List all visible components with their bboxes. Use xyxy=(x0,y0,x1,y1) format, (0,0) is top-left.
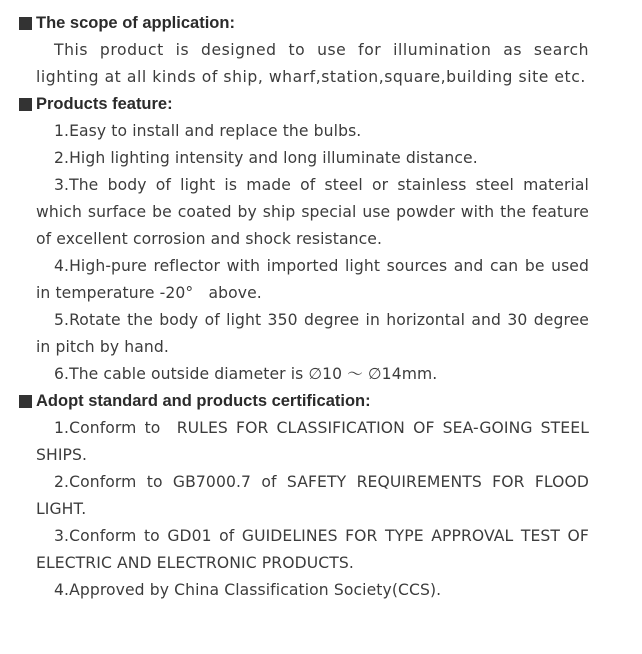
section-heading-standards xyxy=(0,388,642,415)
standard-item-2: 2.Conform to GB7000.7 of SAFETY REQUIREMENTS FOR FLOOD LIGHT. xyxy=(36,473,589,518)
heading-text: Adopt standard and products certification: xyxy=(36,392,371,410)
square-bullet-icon xyxy=(19,395,32,408)
standard-item-1: 1.Conform to RULES FOR CLASSIFICATION OF SEA-GOING STEEL SHIPS. xyxy=(36,419,589,464)
document xyxy=(0,10,642,604)
feature-item-2: 2.High lighting intensity and long illuminate distance. xyxy=(54,149,478,167)
square-bullet-icon xyxy=(19,98,32,111)
feature-item-3: 3.The body of light is made of steel or stainless steel material which surface be coated by ship special use powder with the feature of excellent corrosion and shock resistance. xyxy=(36,176,589,248)
section-heading-scope xyxy=(0,10,642,37)
standard-item-3: 3.Conform to GD01 of GUIDELINES FOR TYPE APPROVAL TEST OF ELECTRIC AND ELECTRONIC PRODUCTS. xyxy=(36,527,589,572)
feature-item-6: 6.The cable outside diameter is ∅10 ～ ∅14mm. xyxy=(54,365,438,383)
heading-text: The scope of application: xyxy=(36,14,235,32)
section-heading-features xyxy=(0,91,642,118)
standard-item-4: 4.Approved by China Classification Society(CCS). xyxy=(54,581,442,599)
feature-item-4: 4.High-pure reflector with imported light sources and can be used in temperature -20° above. xyxy=(36,257,589,302)
feature-item-5: 5.Rotate the body of light 350 degree in horizontal and 30 degree in pitch by hand. xyxy=(36,311,589,356)
heading-text: Products feature: xyxy=(36,95,173,113)
square-bullet-icon xyxy=(19,17,32,30)
feature-item-1: 1.Easy to install and replace the bulbs. xyxy=(54,122,362,140)
scope-paragraph: This product is designed to use for illumination as search lighting at all kinds of ship, wharf,station,square,building site etc. xyxy=(36,41,589,86)
